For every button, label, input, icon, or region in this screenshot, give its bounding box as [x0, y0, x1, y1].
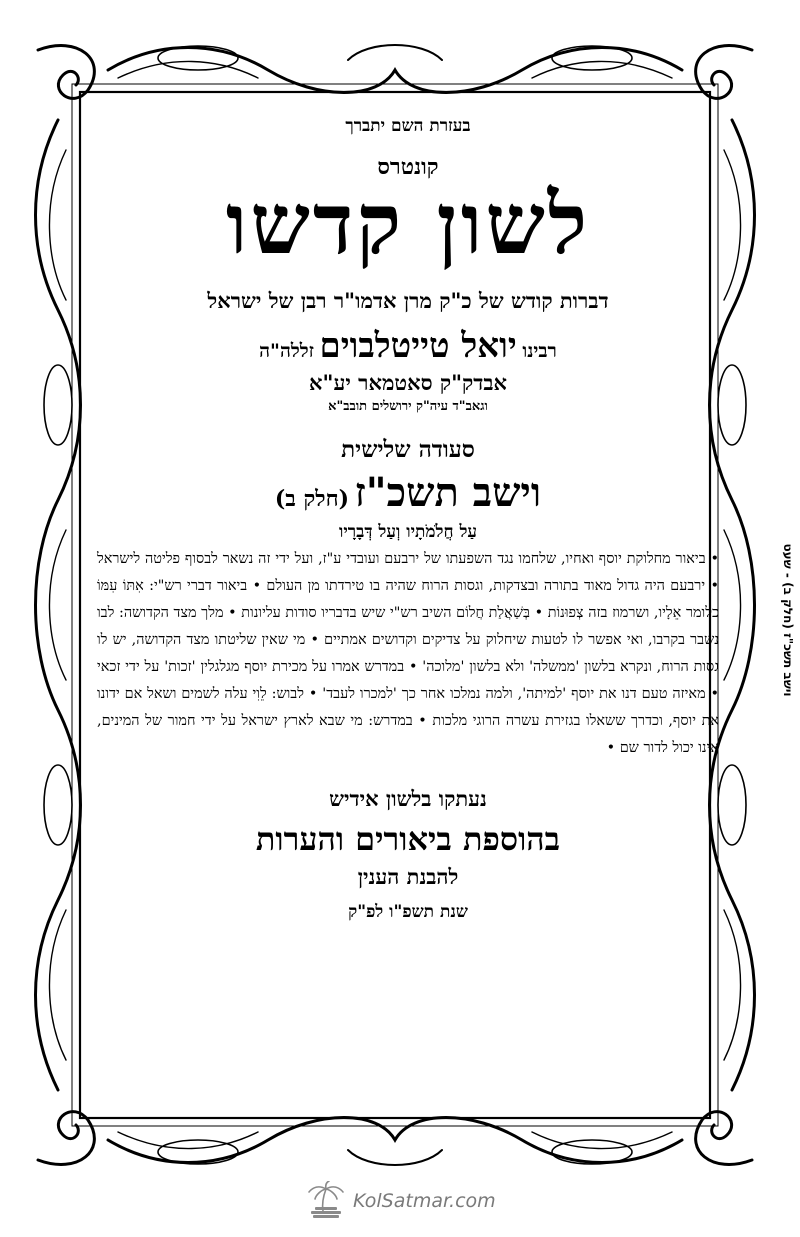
kolsatmar-logo[interactable]	[305, 1180, 505, 1222]
parsha-name: וישב תשכ"ז	[354, 469, 542, 516]
side-running-header: וישב תשכ"ז (חלק ב) - שעט	[781, 543, 795, 697]
divrei-kodesh-line: דברות קודש של כ"ק מרן אדמו"ר רבן של ישראל	[207, 288, 609, 313]
subtitle-verse: עַל חֲלֹמֹתָיו וְעַל דְּבָרָיו	[338, 522, 478, 542]
understanding-line: להבנת הענין	[357, 864, 459, 889]
rabeinu-suffix: זללה"ה	[259, 340, 314, 362]
additions-line: בהוספת ביאורים והערות	[255, 820, 561, 858]
rebbe-name: יואל טייטלבוים	[319, 326, 517, 366]
page-title: לשון קדשו	[225, 174, 591, 273]
palm-tree-books-icon	[305, 1181, 347, 1221]
title-page-content	[95, 112, 721, 922]
year-line: שנת תשפ"ו לפ"ק	[348, 902, 468, 922]
bezras-hashem-line: בעזרת השם יתברך	[345, 116, 471, 136]
avdak-line: אבדק"ק סאטמאר יע"א	[309, 370, 507, 395]
parsha-line	[95, 469, 721, 516]
part-label: (חלק ב)	[274, 486, 350, 512]
vgavad-line: וגאב"ד עיה"ק ירושלים תובב"א	[328, 399, 488, 414]
logo-text: KolSatmar.com	[353, 1190, 496, 1212]
rabeinu-prefix: רבינו	[522, 340, 557, 362]
translated-line: נעתקו בלשון אידיש	[329, 786, 487, 811]
summary-paragraph: • ביאור מחלוקת יוסף ואחיו, שלחמו נגד השפעתו של ירבעם ועובדי ע"ז, ועל ידי זה נשאר לבסוף פליטה לישראל • ירבעם היה גדול מאוד בתורה ובצדקות, וגסות הרוח שהיה בו טירדתו מן העולם • ביאור דברי רש"י: אִתּוֹ עִמּוֹ כלומר אֵלָיו, ושרמוז בזה צְפוּנוֹת • בְּשַׁאֲלַת חֲלוֹם השיב רש"י שיש בדבריו סודות עליונות • מלך מצד הקדושה: לבו נשבר בקרבו, ואי אפשר לו לטעות שיחלוק על צדיקים וקדושים אמתיים • מי שאין שליטתו מצד הקדושה, יש לו גסות הרוח, ונקרא בלשון 'ממשלה' ולא בלשון 'מלוכה' • במדרש אמרו על מכירת יוסף מגלגלין 'זכות' על ידי זכאי • מאיזה טעם דנו את יוסף 'למיתה', ולמה נמלכו אחר כך 'למכרו לעבד' • לבוש: לֵוִי עלה לשמים ושאל אם ידונו את יוסף, וכדרך ששאלו בגזירת עשרה הרוגי מלכות • במדרש: מי שבא לארץ ישראל על ידי חמור של המינים, אינו יכול לדור שם •	[97, 551, 719, 756]
seuda-label: סעודה שלישית	[341, 436, 475, 463]
kuntres-label: קונטרס	[377, 154, 439, 180]
rebbe-name-line	[95, 326, 721, 366]
